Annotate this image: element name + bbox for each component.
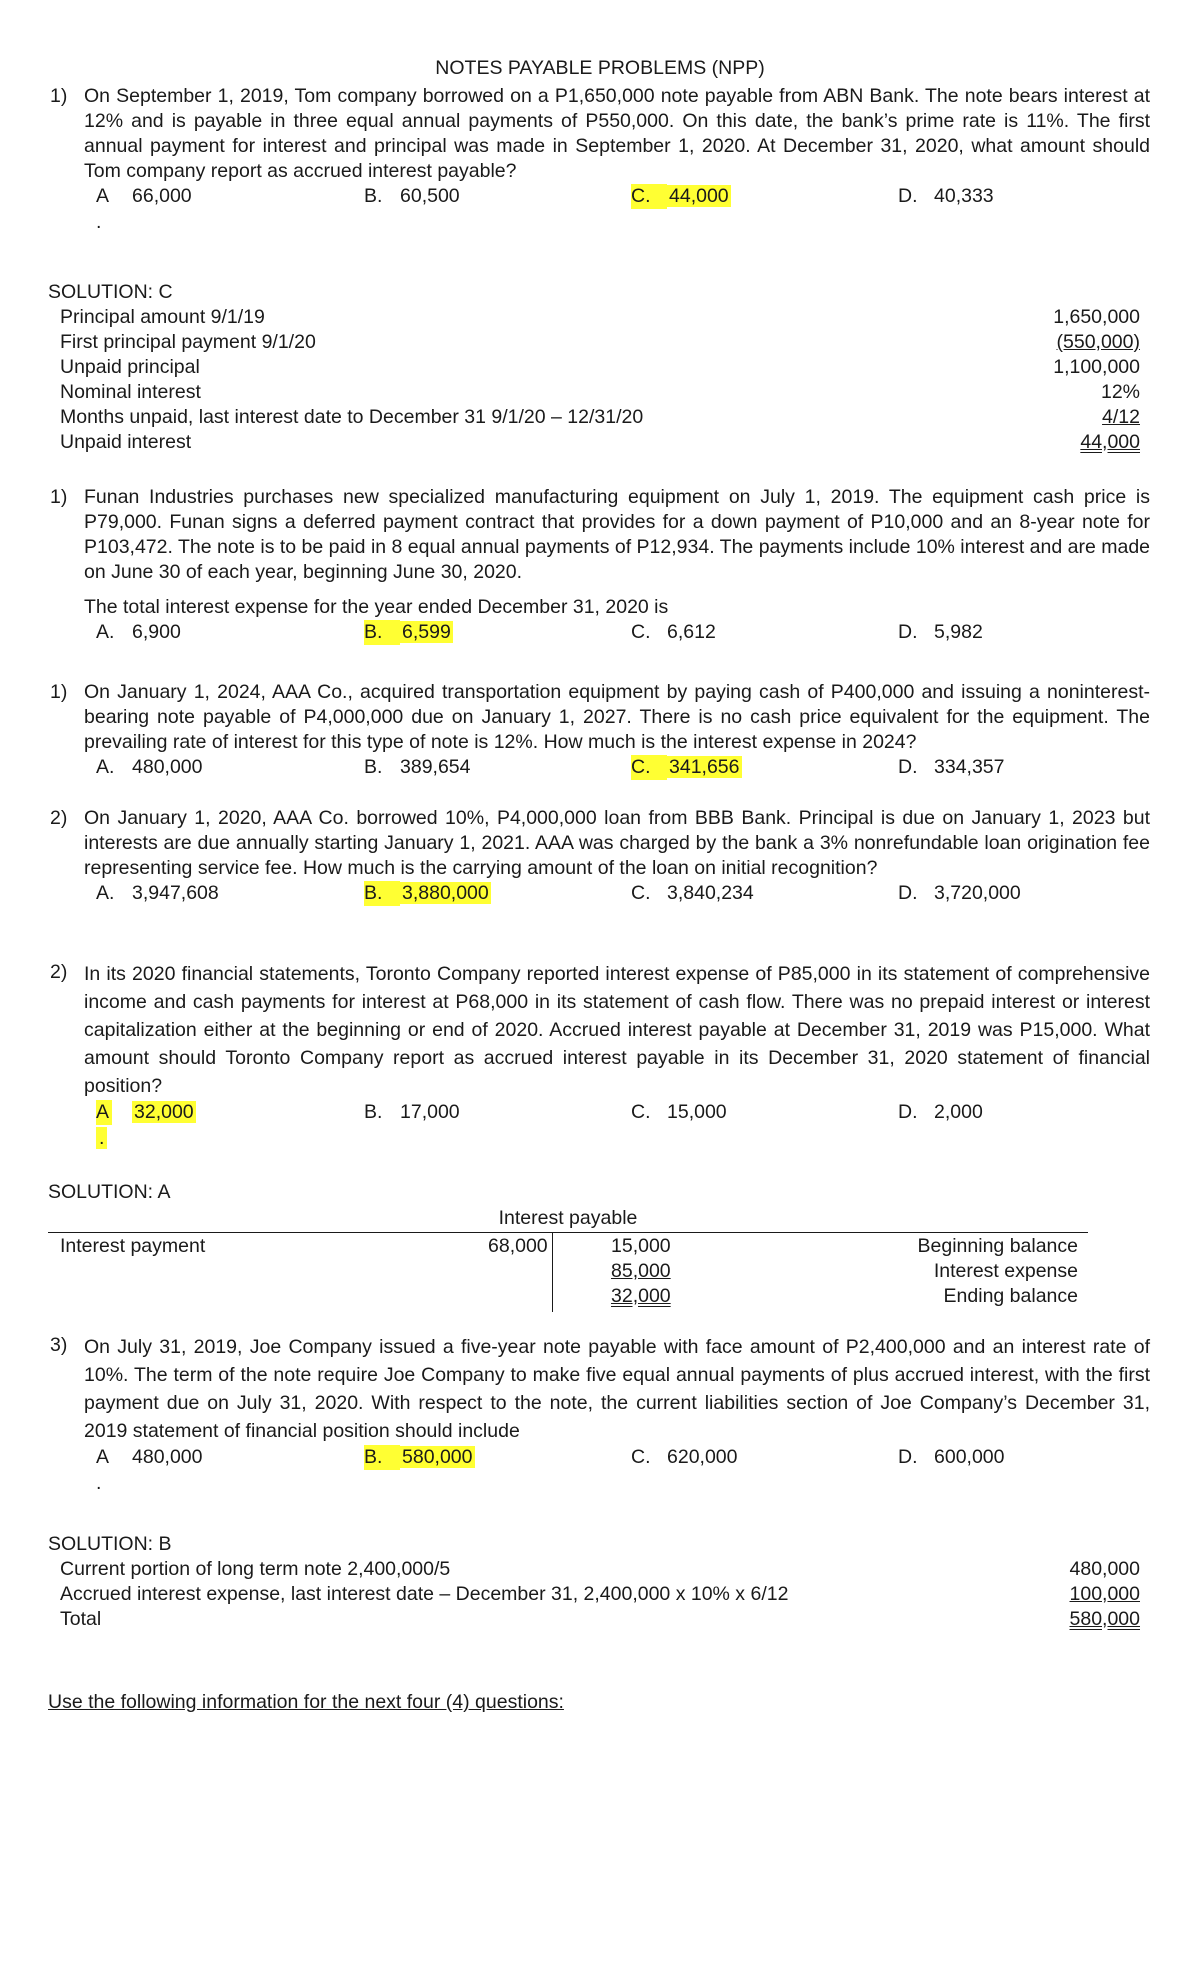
calc-row: Unpaid interest 44,000 <box>60 431 1140 453</box>
choice-b-correct: B. 3,880,000 <box>364 882 489 904</box>
choice-a: A. 6,900 <box>96 621 181 643</box>
answer-choices <box>96 755 1150 781</box>
question-text: On September 1, 2019, Tom company borrowed on a P1,650,000 note payable from ABN Bank. The note bears interest at 12% and is payable in three equal annual payments of P550,000. On this date, the bank’s prime rate is 11%. The first annual payment for interest and principal was made in September 1, 2020. At December 31, 2020, what amount should Tom company report as accrued interest payable? <box>84 85 1150 182</box>
question-stem: The total interest expense for the year ended December 31, 2020 is <box>84 596 669 618</box>
solution-1-title: SOLUTION: C <box>48 281 173 303</box>
question-number: 3) <box>50 1334 68 1356</box>
question-4 <box>50 806 1150 907</box>
question-text: Funan Industries purchases new specialized manufacturing equipment on July 1, 2019. The equipment cash price is P79,000. Funan signs a deferred payment contract that provides for a down payment of P10,000 and an 8-year note for P103,472. The note is to be paid in 8 equal annual payments of P12,934. The payments include 10% interest and are made on June 30 of each year, beginning June 30, 2020. <box>84 486 1151 583</box>
credit-value: 15,000 <box>611 1235 671 1257</box>
question-text: On July 31, 2019, Joe Company issued a five-year note payable with face amount of P2,400,000 and an interest rate of 10%. The term of the note require Joe Company to make five equal annual payments of plus accrued interest, with the first payment due on July 31, 2020. With respect to the note, the current liabilities section of Joe Company’s December 31, 2019 statement of financial position should include <box>84 1336 1150 1442</box>
question-number: 1) <box>50 486 68 508</box>
choice-b: B. 60,500 <box>364 185 460 207</box>
choice-c-correct: C. 341,656 <box>631 756 740 778</box>
question-text: In its 2020 financial statements, Toronto Company reported interest expense of P85,000 in its statement of comprehensive income and cash payments for interest at P68,000 in its statement of cash flow. There was no prepaid interest or interest capitalization either at the beginning or end of 2020. Accrued interest payable at December 31, 2019 was P15,000. What amount should Toronto Company report as accrued interest payable in its December 31, 2020 statement of financial position? <box>84 963 1150 1097</box>
choice-a: A. 3,947,608 <box>96 882 219 904</box>
choice-b-correct: B. 580,000 <box>364 1446 473 1468</box>
choice-c: C. 3,840,234 <box>631 882 754 904</box>
choice-a: A 66,000 <box>96 185 192 207</box>
answer-choices <box>96 1445 1150 1471</box>
credit-label: Beginning balance <box>917 1235 1078 1257</box>
calc-row: Accrued interest expense, last interest date – December 31, 2,400,000 x 10% x 6/12 100,000 <box>60 1583 1140 1605</box>
solution-3-title: SOLUTION: B <box>48 1533 172 1555</box>
credit-value: 85,000 <box>611 1260 671 1282</box>
choice-c: C. 15,000 <box>631 1101 727 1123</box>
choice-b: B. 17,000 <box>364 1101 460 1123</box>
question-3 <box>50 680 1150 781</box>
calc-row: Nominal interest 12% <box>60 381 1140 403</box>
choice-c-correct: C. 44,000 <box>631 185 729 207</box>
choice-c: C. 620,000 <box>631 1446 738 1468</box>
question-number: 1) <box>50 85 68 107</box>
choice-d: D. 600,000 <box>898 1446 1005 1468</box>
question-6 <box>50 1333 1150 1496</box>
answer-choices <box>96 184 1150 210</box>
question-number: 1) <box>50 681 68 703</box>
choice-b-correct: B. 6,599 <box>364 621 451 643</box>
choice-d: D. 5,982 <box>898 621 983 643</box>
t-account-interest-payable <box>48 1206 1088 1316</box>
calc-row: Months unpaid, last interest date to December 31 9/1/20 – 12/31/20 4/12 <box>60 406 1140 428</box>
question-2 <box>50 485 1150 646</box>
choice-c: C. 6,612 <box>631 621 716 643</box>
choice-d: D. 3,720,000 <box>898 882 1021 904</box>
credit-value: 32,000 <box>611 1285 671 1307</box>
choice-d: D. 334,357 <box>898 756 1005 778</box>
calc-row: Current portion of long term note 2,400,000/5 480,000 <box>60 1558 1140 1580</box>
choice-a: A 480,000 <box>96 1446 203 1468</box>
t-account-vertical-line <box>552 1232 553 1312</box>
page-title: NOTES PAYABLE PROBLEMS (NPP) <box>435 57 765 79</box>
choice-a-correct: A 32,000 <box>96 1101 194 1123</box>
credit-label: Ending balance <box>943 1285 1078 1307</box>
question-5 <box>50 960 1150 1151</box>
t-account-title: Interest payable <box>498 1207 638 1229</box>
credit-label: Interest expense <box>933 1260 1078 1282</box>
t-account-horizontal-line <box>48 1232 1088 1233</box>
stray-dot: . <box>96 1472 102 1494</box>
debit-value: 68,000 <box>488 1235 548 1257</box>
solution-3-computation <box>60 1557 1140 1632</box>
choice-b: B. 389,654 <box>364 756 471 778</box>
stray-dot: . <box>96 1126 1150 1151</box>
choice-d: D. 40,333 <box>898 185 994 207</box>
answer-choices <box>96 1100 1150 1126</box>
calc-row: Unpaid principal 1,100,000 <box>60 356 1140 378</box>
question-text: On January 1, 2020, AAA Co. borrowed 10%, P4,000,000 loan from BBB Bank. Principal is due on January 1, 2023 but interests are due annually starting January 1, 2021. AAA was charged by the bank a 3% nonrefundable loan origination fee representing service fee. How much is the carrying amount of the loan on initial recognition? <box>84 807 1150 879</box>
choice-a: A. 480,000 <box>96 756 203 778</box>
solution-2-title: SOLUTION: A <box>48 1181 171 1203</box>
question-number: 2) <box>50 807 68 829</box>
answer-choices <box>96 620 1150 646</box>
solution-1-computation <box>60 305 1140 455</box>
stray-dot: . <box>96 211 102 233</box>
calc-row: Total 580,000 <box>60 1608 1140 1630</box>
question-number: 2) <box>50 961 68 983</box>
question-text: On January 1, 2024, AAA Co., acquired transportation equipment by paying cash of P400,000 and issuing a noninterest-bearing note payable of P4,000,000 due on January 1, 2027. There is no cash price equivalent for the equipment. The prevailing rate of interest for this type of note is 12%. How much is the interest expense in 2024? <box>84 681 1150 753</box>
answer-choices <box>96 881 1150 907</box>
debit-label: Interest payment <box>60 1235 206 1257</box>
calc-row: First principal payment 9/1/20 (550,000) <box>60 331 1140 353</box>
choice-d: D. 2,000 <box>898 1101 983 1123</box>
calc-row: Principal amount 9/1/19 1,650,000 <box>60 306 1140 328</box>
question-1 <box>50 84 1150 235</box>
next-questions-note: Use the following information for the next four (4) questions: <box>48 1691 564 1713</box>
